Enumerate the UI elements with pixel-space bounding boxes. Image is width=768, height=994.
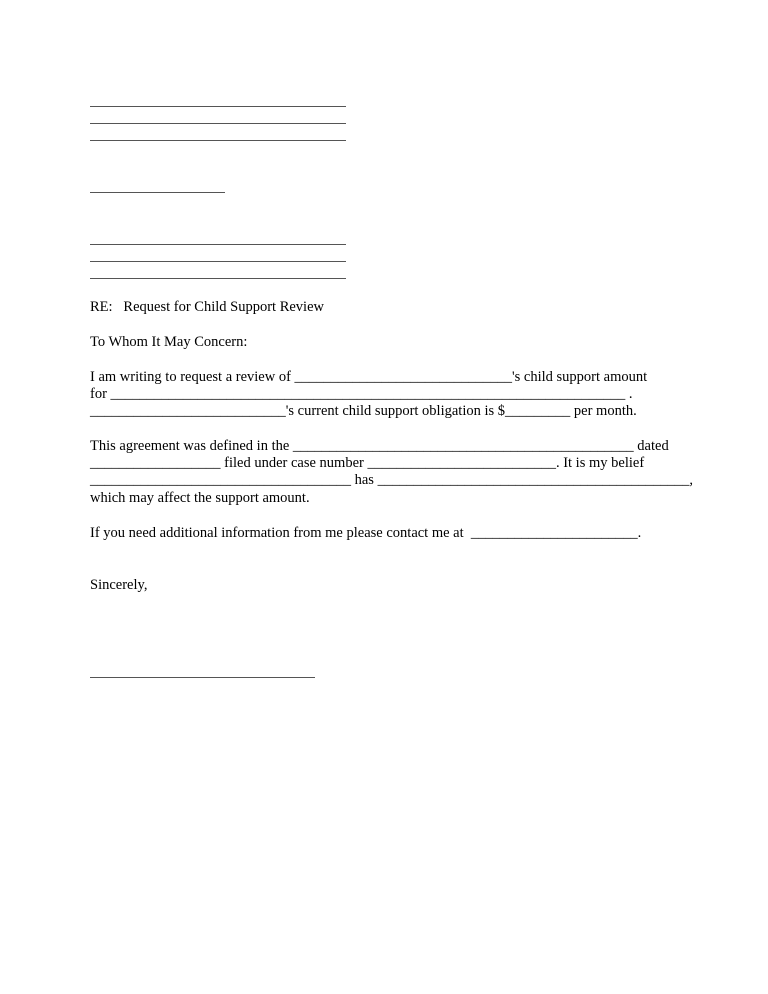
recipient-address-line-1 bbox=[90, 244, 346, 245]
recipient-address-line-2 bbox=[90, 261, 346, 262]
date-line bbox=[90, 192, 225, 193]
subject-line: RE: Request for Child Support Review bbox=[90, 299, 324, 315]
paragraph-1-line-1: I am writing to request a review of ______________________________'s child support amount bbox=[90, 369, 648, 385]
paragraph-2-line-4: which may affect the support amount. bbox=[90, 490, 310, 506]
paragraph-2-line-1: This agreement was defined in the _______________________________________________ dated bbox=[90, 438, 669, 454]
sender-address-line-1 bbox=[90, 106, 346, 107]
paragraph-2-line-2: __________________ filed under case number __________________________. It is my belief bbox=[90, 455, 645, 471]
recipient-address-line-3 bbox=[90, 278, 346, 279]
sender-address-line-3 bbox=[90, 140, 346, 141]
paragraph-3: If you need additional information from me please contact me at _______________________. bbox=[90, 525, 642, 541]
salutation: To Whom It May Concern: bbox=[90, 334, 248, 350]
sender-address-line-2 bbox=[90, 123, 346, 124]
paragraph-1-line-3: ___________________________'s current child support obligation is $_________ per month. bbox=[90, 403, 637, 419]
paragraph-1-line-2: for _______________________________________________________________________ . bbox=[90, 386, 633, 402]
closing: Sincerely, bbox=[90, 577, 148, 593]
signature-line bbox=[90, 677, 315, 678]
paragraph-2-line-3: ____________________________________ has ___________________________________________, bbox=[90, 472, 693, 488]
